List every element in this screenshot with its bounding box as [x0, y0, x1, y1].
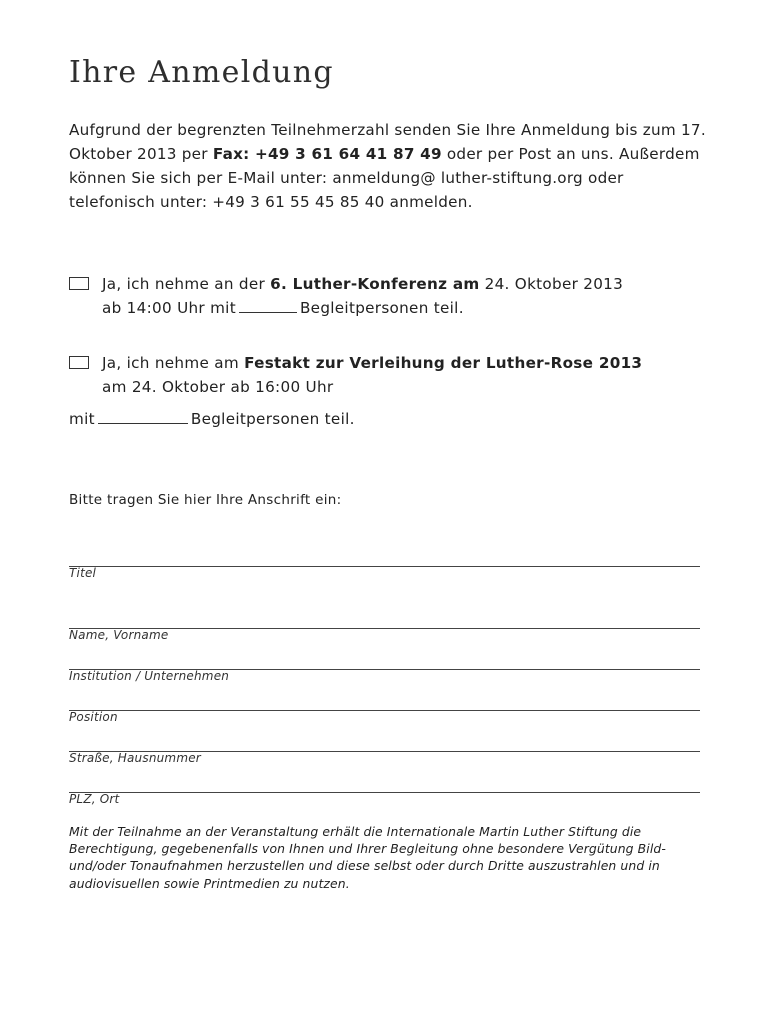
option-1-text: Ja, ich nehme an der — [102, 275, 271, 293]
option-1-date: 24. Oktober 2013 — [479, 275, 624, 293]
postal-city-field[interactable] — [69, 766, 700, 792]
checkbox-festakt[interactable] — [69, 356, 89, 369]
intro-text-2: oder per Post an uns. Außerdem können Sie sich per E-Mail unter: anmeldung@ luther-stiftung.org oder telefonisch unter: +49 3 61 55 45 85 40 anmelden. — [69, 145, 700, 211]
name-label: Name, Vorname — [69, 628, 169, 642]
intro-text-1: Aufgrund der begrenzten Teilnehmerzahl senden Sie Ihre Anmeldung bis zum 17. Oktober 2013 per — [69, 121, 706, 163]
title-label: Titel — [69, 566, 97, 580]
companions-post: Begleitpersonen teil. — [190, 410, 355, 428]
intro-fax-number: Fax: +49 3 61 64 41 87 49 — [212, 145, 442, 163]
companions-line — [69, 410, 355, 428]
street-field[interactable] — [69, 725, 700, 751]
position-field[interactable] — [69, 684, 700, 710]
position-line — [69, 710, 700, 711]
postal-city-label: PLZ, Ort — [69, 792, 120, 806]
option-1-companions: Begleitpersonen teil. — [299, 299, 464, 317]
name-field[interactable] — [69, 602, 700, 628]
companions-pre: mit — [69, 410, 95, 428]
option-1-time: ab 14:00 Uhr mit — [102, 299, 236, 317]
intro-paragraph — [69, 118, 709, 214]
companions-count-blank-1[interactable] — [239, 311, 297, 313]
title-field[interactable] — [69, 540, 700, 566]
page-title: Ihre Anmeldung — [69, 55, 334, 90]
checkbox-luther-konferenz[interactable] — [69, 277, 89, 290]
option-2-text: Ja, ich nehme am — [102, 354, 245, 372]
option-2-line-2: am 24. Oktober ab 16:00 Uhr — [102, 378, 334, 396]
position-label: Position — [69, 710, 118, 724]
address-prompt: Bitte tragen Sie hier Ihre Anschrift ein: — [69, 492, 342, 508]
title-line — [69, 566, 700, 567]
disclaimer: Mit der Teilnahme an der Veranstaltung erhält die Internationale Martin Luther Stiftung die Berechtigung, gegebenenfalls von Ihnen und Ihrer Begleitung ohne besondere Vergütung Bild- und/oder Tonaufnahmen herzustellen und diese selbst oder durch Dritte auszustrahlen und in audiovisuellen sowie Printmedien zu nutzen. — [69, 824, 666, 891]
institution-field[interactable] — [69, 643, 700, 669]
option-1-line-2 — [102, 296, 464, 320]
option-1-bold: 6. Luther-Konferenz am — [270, 275, 480, 293]
street-label: Straße, Hausnummer — [69, 751, 201, 765]
companions-count-blank-2[interactable] — [98, 422, 188, 424]
option-1-line-1 — [102, 272, 623, 296]
option-2-line-1 — [102, 351, 642, 375]
institution-label: Institution / Unternehmen — [69, 669, 230, 683]
postal-city-line — [69, 792, 700, 793]
option-2-bold: Festakt zur Verleihung der Luther-Rose 2013 — [244, 354, 643, 372]
